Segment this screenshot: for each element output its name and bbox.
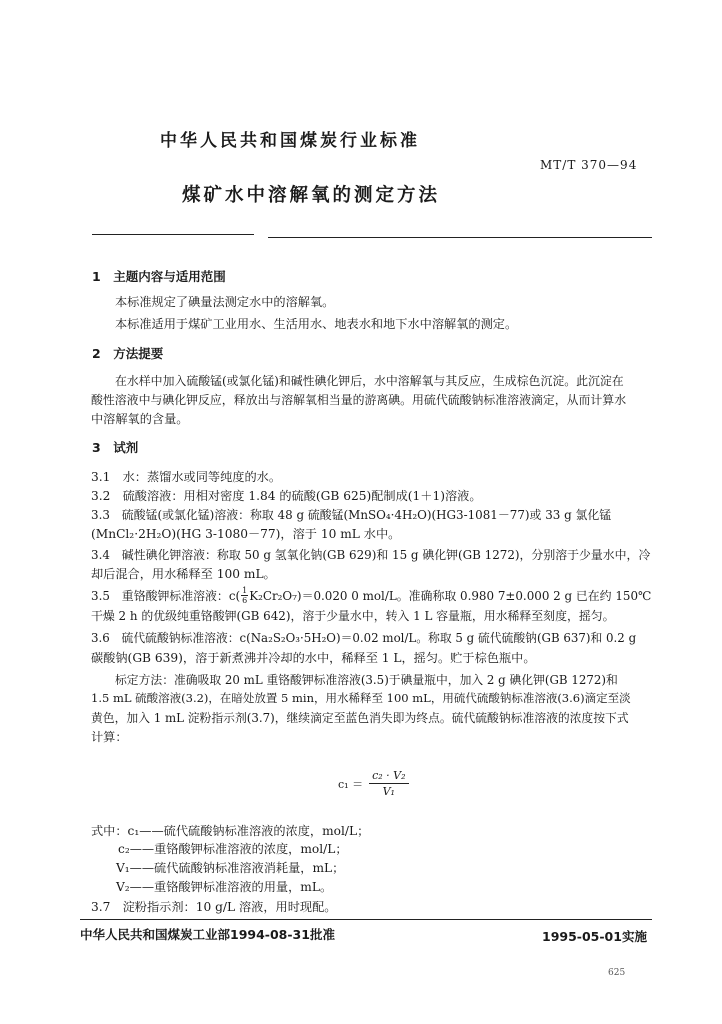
item-3-5-prefix: 3.5 重铬酸钾标准溶液：c( — [91, 589, 241, 603]
formula-lhs: c₁ ＝ — [338, 777, 364, 791]
issuing-body: 中华人民共和国煤炭行业标准 — [160, 131, 420, 151]
title-rule-right — [268, 237, 652, 238]
item-3-2: 3.2 硫酸溶液：用相对密度 1.84 的硫酸(GB 625)配制成(1＋1)溶液。 — [91, 489, 482, 503]
item-3-5-fraction-denominator: 6 — [242, 596, 248, 605]
footer-rule — [80, 919, 652, 920]
formula-fraction — [369, 768, 408, 799]
implementation-date: 1995-05-01实施 — [542, 929, 647, 944]
where-v2: V₂——重铬酸钾标准溶液的用量，mL。 — [116, 880, 333, 894]
item-3-6-line-1: 3.6 硫代硫酸钠标准溶液：c(Na₂S₂O₃·5H₂O)＝0.02 mol/L。称取 5 g 硫代硫酸钠(GB 637)和 0.2 g — [91, 631, 637, 645]
calibration-line-3: 黄色，加入 1 mL 淀粉指示剂(3.7)，继续滴定至蓝色消失即为终点。硫代硫酸钠标准溶液的浓度按下式 — [91, 711, 629, 725]
item-3-4-line-2: 却后混合，用水稀释至 100 mL。 — [91, 567, 276, 581]
section-1-paragraph-1: 本标准规定了碘量法测定水中的溶解氧。 — [115, 295, 335, 309]
page-title: 煤矿水中溶解氧的测定方法 — [182, 185, 441, 206]
section-2-line-1: 在水样中加入硫酸锰(或氯化锰)和碱性碘化钾后，水中溶解氧与其反应，生成棕色沉淀。此沉淀在 — [115, 374, 624, 388]
formula — [338, 768, 409, 799]
page-number: 625 — [608, 968, 626, 978]
calibration-line-2: 1.5 mL 硫酸溶液(3.2)，在暗处放置 5 min，用水稀释至 100 mL，用硫代硫酸钠标准溶液(3.6)滴定至淡 — [91, 691, 631, 705]
where-v1: V₁——硫代硫酸钠标准溶液消耗量，mL； — [116, 861, 345, 875]
item-3-5-suffix: K₂Cr₂O₇)＝0.020 0 mol/L。准确称取 0.980 7±0.000 2 g 已在约 150℃ — [249, 589, 652, 603]
title-rule-left — [92, 234, 254, 235]
formula-denominator: V₁ — [382, 785, 395, 798]
calibration-line-1: 标定方法：准确吸取 20 mL 重铬酸钾标准溶液(3.5)于碘量瓶中，加入 2 g 碘化钾(GB 1272)和 — [115, 673, 618, 687]
section-2-heading: 2 方法提要 — [92, 346, 164, 361]
item-3-1: 3.1 水：蒸馏水或同等纯度的水。 — [91, 470, 282, 484]
section-2-line-3: 中溶解氧的含量。 — [91, 412, 189, 426]
item-3-7: 3.7 淀粉指示剂：10 g/L 溶液，用时现配。 — [91, 900, 337, 914]
section-1-heading: 1 主题内容与适用范围 — [92, 269, 226, 284]
where-c1: 式中：c₁——硫代硫酸钠标准溶液的浓度，mol/L； — [91, 824, 370, 838]
section-3-heading: 3 试剂 — [92, 440, 139, 455]
item-3-6-line-2: 碳酸钠(GB 639)，溶于新煮沸并冷却的水中，稀释至 1 L，摇匀。贮于棕色瓶中。 — [91, 651, 536, 665]
item-3-5-line-1 — [91, 586, 651, 605]
item-3-4-line-1: 3.4 碱性碘化钾溶液：称取 50 g 氢氧化钠(GB 629)和 15 g 碘化钾(GB 1272)，分别溶于少量水中，冷 — [91, 548, 651, 562]
formula-numerator: c₂ · V₂ — [369, 768, 408, 784]
item-3-3-line-1: 3.3 硫酸锰(或氯化锰)溶液：称取 48 g 硫酸锰(MnSO₄·4H₂O)(HG3-1081－77)或 33 g 氯化锰 — [91, 508, 612, 522]
item-3-5-fraction-numerator: 1 — [242, 586, 248, 595]
standard-code: MT/T 370—94 — [540, 158, 638, 172]
approval-line: 中华人民共和国煤炭工业部1994-08-31批准 — [80, 927, 335, 942]
item-3-3-line-2: (MnCl₂·2H₂O)(HG 3-1080－77)，溶于 10 mL 水中。 — [91, 527, 401, 541]
section-2-line-2: 酸性溶液中与碘化钾反应，释放出与溶解氧相当量的游离碘。用硫代硫酸钠标准溶液滴定，从而计算水 — [91, 393, 627, 407]
where-c2: c₂——重铬酸钾标准溶液的浓度，mol/L； — [118, 842, 348, 856]
item-3-5-line-2: 干燥 2 h 的优级纯重铬酸钾(GB 642)，溶于少量水中，转入 1 L 容量瓶，用水稀释至刻度，摇匀。 — [91, 609, 615, 623]
section-1-paragraph-2: 本标准适用于煤矿工业用水、生活用水、地表水和地下水中溶解氧的测定。 — [115, 317, 518, 331]
item-3-5-fraction — [241, 586, 248, 605]
calibration-line-4: 计算： — [91, 730, 128, 744]
